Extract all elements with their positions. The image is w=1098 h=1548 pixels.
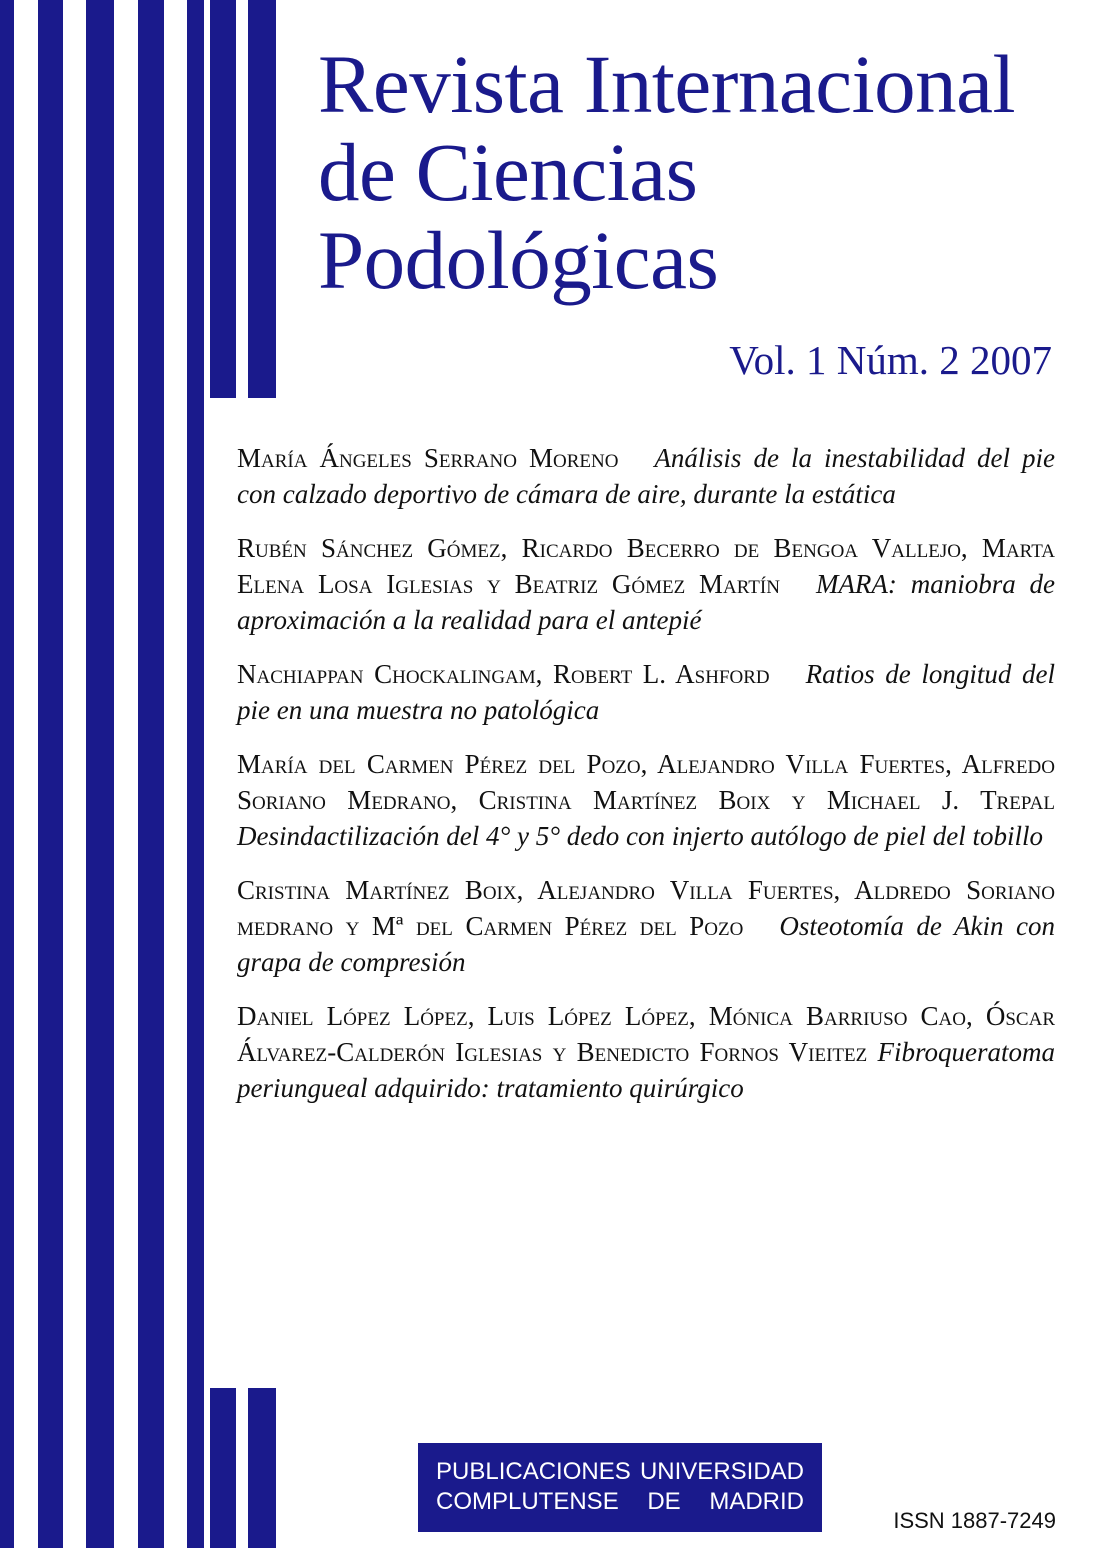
publisher-box xyxy=(418,1443,822,1532)
stripe-4 xyxy=(138,0,164,1548)
article-title: Osteotomía de Akin con grapa de compresión xyxy=(237,911,1056,977)
volume-issue-year: Vol. 1 Núm. 2 2007 xyxy=(729,337,1052,383)
article-authors: Rubén Sánchez Gómez, Ricardo Becerro de Bengoa Vallejo, Marta Elena Losa Iglesias y Beatriz Gómez Martín xyxy=(237,533,1055,599)
issn-label: ISSN 1887-7249 xyxy=(893,1508,1056,1533)
stripe-2 xyxy=(38,0,63,1548)
article-entry xyxy=(237,656,1055,728)
article-entry xyxy=(237,746,1055,854)
article-title: Ratios de longitud del pie en una muestra no patológica xyxy=(237,659,1055,725)
article-entry xyxy=(237,440,1055,512)
article-entry xyxy=(237,998,1055,1106)
article-authors: María Ángeles Serrano Moreno xyxy=(237,443,619,473)
article-authors: Cristina Martínez Boix, Alejandro Villa Fuertes, Aldredo Soriano medrano y Mª del Carmen Pérez del Pozo xyxy=(237,875,1055,941)
journal-title-line-1: Revista Internacional xyxy=(318,38,1016,130)
publisher-line-2: COMPLUTENSE DE MADRID xyxy=(436,1488,804,1515)
article-title: Desindactilización del 4° y 5° dedo con injerto autólogo de piel del tobillo xyxy=(237,821,1043,851)
stripe-3 xyxy=(86,0,114,1548)
journal-title xyxy=(318,40,1078,304)
article-authors: Daniel López López, Luis López López, Mónica Barriuso Cao, Óscar Álvarez-Calderón Iglesias y Benedicto Fornos Vieitez xyxy=(237,1001,1055,1067)
journal-title-line-2: de Ciencias xyxy=(318,126,698,218)
stripe-5 xyxy=(187,0,204,1548)
article-title: Fibroqueratoma periungueal adquirido: tratamiento quirúrgico xyxy=(237,1037,1055,1103)
article-authors: Nachiappan Chockalingam, Robert L. Ashford xyxy=(237,659,770,689)
article-title: Análisis de la inestabilidad del pie con calzado deportivo de cámara de aire, durante la estática xyxy=(237,443,1055,509)
stripe-7-bottom xyxy=(248,1388,276,1548)
stripe-6-top xyxy=(210,0,236,398)
journal-title-line-3: Podológicas xyxy=(318,214,719,306)
stripe-7-top xyxy=(248,0,276,398)
table-of-contents xyxy=(237,440,1055,1124)
publisher-line-1: PUBLICACIONES UNIVERSIDAD xyxy=(436,1458,804,1485)
article-title: MARA: maniobra de aproximación a la realidad para el antepié xyxy=(237,569,1055,635)
stripe-1 xyxy=(0,0,14,1548)
article-entry xyxy=(237,530,1055,638)
stripe-6-bottom xyxy=(210,1388,236,1548)
article-entry xyxy=(237,872,1055,980)
article-authors: María del Carmen Pérez del Pozo, Alejandro Villa Fuertes, Alfredo Soriano Medrano, Cristina Martínez Boix y Michael J. Trepal xyxy=(237,749,1055,815)
